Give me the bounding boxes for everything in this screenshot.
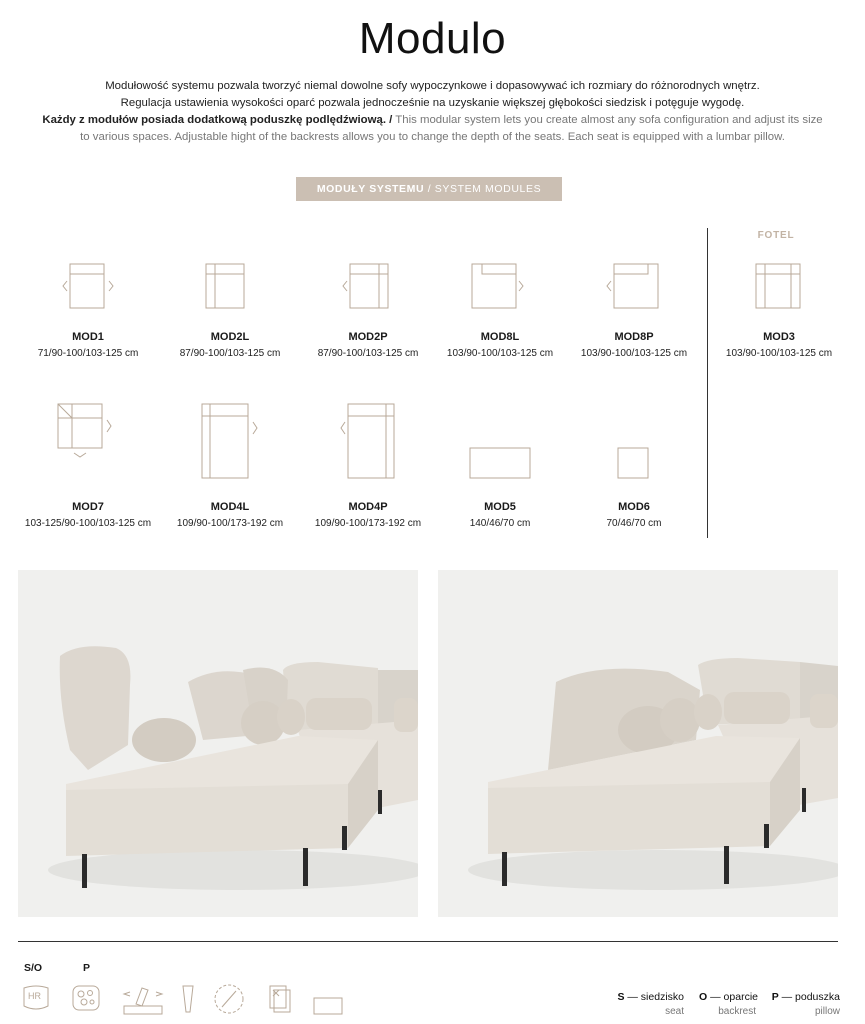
module-name: MOD4P [348,501,388,513]
section-badge [296,177,562,201]
legend-pillow-pl: — poduszka [778,991,840,1003]
legend-pillow-en: pillow [814,1006,840,1017]
module-name: MOD7 [72,501,104,513]
intro-line-1 [0,78,865,95]
legend-pillow [762,991,840,1003]
module-dims: 103/90-100/103-125 cm [725,348,833,359]
mod3-module-icon [752,258,808,312]
mod5-module-icon [468,446,532,480]
module-name: MOD2P [348,331,388,343]
hr-foam-icon [20,982,52,1014]
sofa-photo-lowered-backrest [438,570,838,917]
intro-line-2 [0,95,865,112]
legend-seat [600,991,684,1003]
module-name: MOD5 [484,501,516,513]
sofa-photo-raised-backrest [18,570,418,917]
hr-badge-text: HR [28,991,41,1001]
module-name: MOD4L [210,501,250,513]
leg-icon [178,982,198,1016]
mod6-module-icon [616,446,650,480]
module-dims: 103/90-100/103-125 cm [580,348,688,359]
legend-backrest-key: O [699,991,708,1003]
module-dims: 103/90-100/103-125 cm [446,348,554,359]
section-badge-bold: MODUŁY SYSTEMU [316,183,425,195]
module-dims: 109/90-100/173-192 cm [314,518,422,529]
module-dims: 103-125/90-100/103-125 cm [24,518,152,529]
legend-pillow-key: P [771,991,779,1003]
mod4l-module-icon [198,400,264,482]
module-name: MOD8L [480,331,520,343]
intro-text-1: Modułowość systemu pozwala tworzyć niemal dowolne sofy wypoczynkowe i dopasowywać ich rozmiary do różnorodnych wnętrz. [105,80,760,92]
legend-so-header: S/O [24,962,43,974]
section-divider [707,228,708,538]
module-dims: 71/90-100/103-125 cm [37,348,139,359]
module-dims: 87/90-100/103-125 cm [179,348,281,359]
intro-line-4 [0,129,865,146]
intro-text-3-bold: Każdy z modułów posiada dodatkową poduszkę podlędźwiową. / [42,114,393,126]
fabric-samples-icon [264,982,298,1016]
pillow-filling-icon [70,982,102,1014]
module-dims: 70/46/70 cm [606,518,662,529]
footer-divider [18,941,838,942]
fabric-care-icon [212,982,246,1016]
adjustable-backrest-icon [120,982,166,1016]
module-dims: 109/90-100/173-192 cm [176,518,284,529]
fotel-label: FOTEL [757,230,795,241]
module-name: MOD3 [763,331,795,343]
intro-text-4: to various spaces. Adjustable hight of the backrests allows you to change the depth of the seats. Each seat is equipped with a lumbar pillow. [80,131,785,143]
module-name: MOD2L [210,331,250,343]
legend-p-header: P [83,962,91,974]
module-name: MOD1 [72,331,104,343]
legend-seat-pl: — siedzisko [624,991,684,1003]
mod7-module-icon [52,398,118,464]
section-badge-light: / SYSTEM MODULES [424,183,542,195]
mod2p-module-icon [336,258,392,312]
legend-backrest-en: backrest [718,1006,756,1017]
module-name: MOD6 [618,501,650,513]
mod2l-module-icon [196,258,252,312]
pouf-icon [312,996,344,1016]
mod1-module-icon [60,258,116,312]
mod4p-module-icon [336,400,402,482]
module-dims: 87/90-100/103-125 cm [317,348,419,359]
legend-seat-key: S [617,991,625,1003]
mod8p-module-icon [600,258,662,312]
mod8l-module-icon [466,258,526,312]
intro-line-3 [0,112,865,129]
module-name: MOD8P [614,331,654,343]
page-title: Modulo [358,14,507,63]
legend-seat-en: seat [665,1006,684,1017]
legend-backrest [688,991,758,1003]
intro-text-2: Regulacja ustawienia wysokości oparć pozwala jednocześnie na uzyskanie większej głębokości siedzisk i potęguje wygodę. [120,97,745,109]
legend-backrest-pl: — oparcie [707,991,758,1003]
intro-text-3-light: This modular system lets you create almost any sofa configuration and adjust its size [392,114,823,126]
module-dims: 140/46/70 cm [469,518,531,529]
